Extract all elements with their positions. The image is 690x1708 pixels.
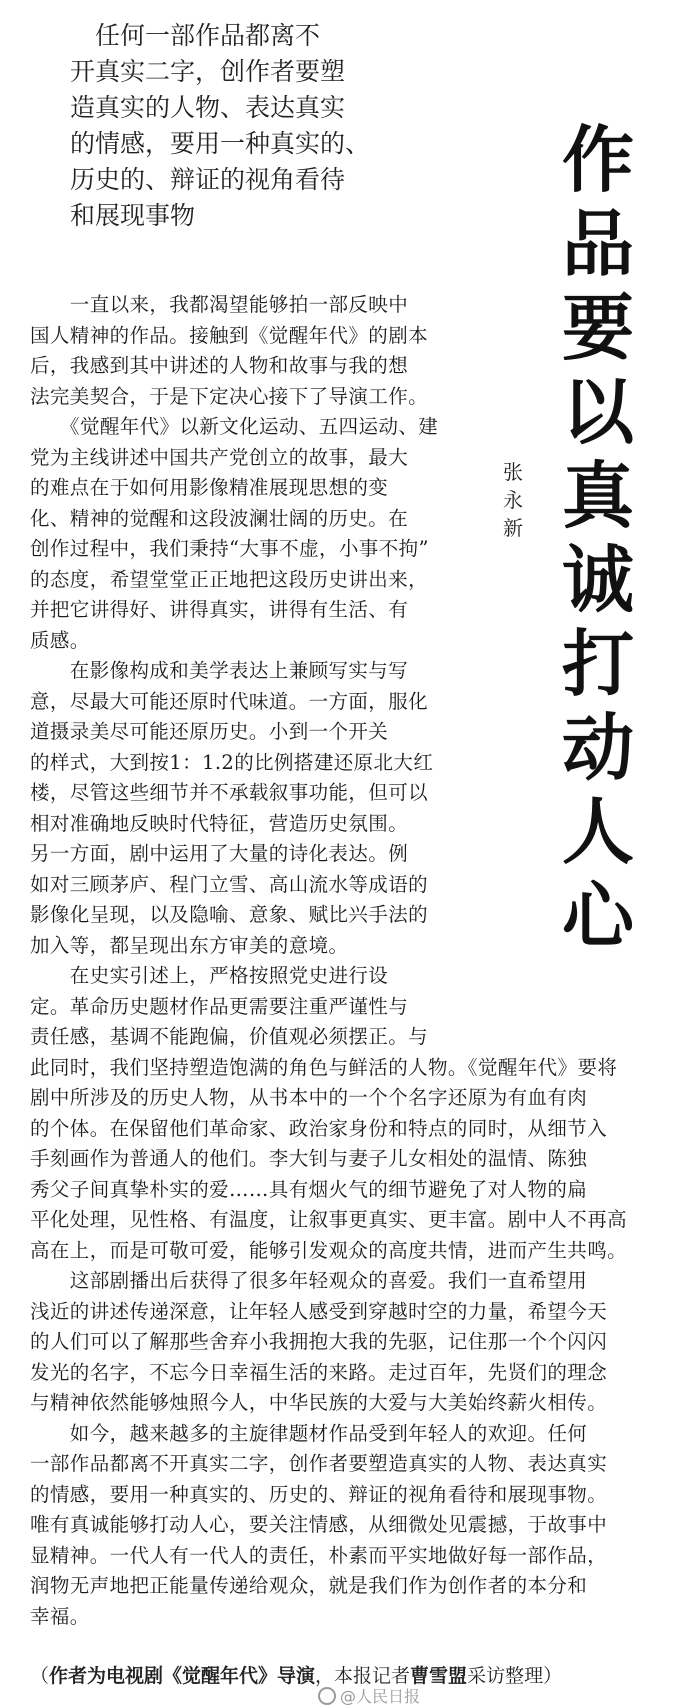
headline-char: 要 xyxy=(561,286,634,370)
headline-char: 打 xyxy=(561,622,634,706)
body-line: 的难点在于如何用影像精准展现思想的变 xyxy=(30,476,389,499)
lead-quote-line: 造真实的人物、表达真实 xyxy=(70,93,346,122)
credit-open: （ xyxy=(30,1665,50,1687)
body-line: 高在上，而是可敬可爱，能够引发观众的高度共情，进而产生共鸣。 xyxy=(30,1238,628,1262)
body-line: 如对三顾茅庐、程门立雪、高山流水等成语的 xyxy=(30,872,429,896)
author-char: 张 xyxy=(503,460,523,484)
body-line: 如今，越来越多的主旋律题材作品受到年轻人的欢迎。任何 xyxy=(30,1421,588,1445)
article-body xyxy=(30,290,685,1632)
headline-char: 作 xyxy=(561,118,634,202)
body-line: 国人精神的作品。接触到《觉醒年代》的剧本 xyxy=(30,323,429,347)
body-line: 《觉醒年代》以新文化运动、五四运动、建 xyxy=(30,415,439,438)
body-line: 的样式，大到按1：1.2的比例搭建还原北大红 xyxy=(30,750,434,774)
author-char: 永 xyxy=(503,488,523,512)
body-line: 影像化呈现，以及隐喻、意象、赋比兴手法的 xyxy=(30,903,429,926)
body-line: 加入等，都呈现出东方审美的意境。 xyxy=(30,933,349,957)
body-line: 润物无声地把正能量传递给观众，就是我们作为创作者的本分和 xyxy=(30,1574,588,1597)
body-line: 一直以来，我都渴望能够拍一部反映中 xyxy=(30,293,409,316)
body-line: 剧中所涉及的历史人物，从书本中的一个个名字还原为有血有肉 xyxy=(30,1086,588,1109)
headline-char: 真 xyxy=(561,454,634,538)
body-line: 意，尽最大可能还原时代味道。一方面，服化 xyxy=(30,689,429,713)
body-line: 创作过程中，我们秉持“大事不虚，小事不拘” xyxy=(30,537,429,560)
credit-mid: ，本报记者 xyxy=(315,1665,411,1687)
body-line: 楼，尽管这些细节并不承载叙事功能，但可以 xyxy=(30,781,429,804)
body-line: 并把它讲得好、讲得真实，讲得有生活、有 xyxy=(30,598,409,621)
lead-quote-line: 和展现事物 xyxy=(70,201,196,230)
body-line: 平化处理，见性格、有温度，让叙事更真实、更丰富。剧中人不再高 xyxy=(30,1208,628,1231)
body-narrow-column xyxy=(30,290,685,1053)
lead-quote-line: 开真实二字，创作者要塑 xyxy=(70,57,346,86)
body-line: 质感。 xyxy=(30,628,90,652)
body-line: 相对准确地反映时代特征，营造历史氛围。 xyxy=(30,811,409,835)
weibo-logo-icon xyxy=(318,1687,336,1705)
body-line: 浅近的讲述传递深意，让年轻人感受到穿越时空的力量，希望今天 xyxy=(30,1299,608,1323)
watermark-text: @人民日报 xyxy=(340,1687,421,1706)
weibo-watermark xyxy=(318,1684,420,1707)
lead-quote xyxy=(70,18,430,234)
body-line: 道摄录美尽可能还原历史。小到一个开关 xyxy=(30,720,389,743)
body-line: 一部作品都离不开真实二字，创作者要塑造真实的人物、表达真实 xyxy=(30,1452,608,1475)
lead-quote-line: 历史的、辩证的视角看待 xyxy=(70,165,346,194)
body-line: 在影像构成和美学表达上兼顾写实与写 xyxy=(30,659,409,682)
body-line: 责任感，基调不能跑偏，价值观必须摆正。与 xyxy=(30,1025,429,1048)
body-line: 党为主线讲述中国共产党创立的故事，最大 xyxy=(30,445,409,469)
body-line: 幸福。 xyxy=(30,1604,90,1628)
credit-role: 作者为电视剧《觉醒年代》导演 xyxy=(49,1665,316,1687)
body-wide-column xyxy=(30,1053,685,1633)
body-line: 的个体。在保留他们革命家、政治家身份和特点的同时，从细节入 xyxy=(30,1116,608,1140)
body-line: 的人们可以了解那些舍弃小我拥抱大我的先驱，记住那一个个闪闪 xyxy=(30,1330,608,1353)
headline-char: 动 xyxy=(561,706,634,790)
body-line: 手刻画作为普通人的他们。李大钊与妻子儿女相处的温情、陈独 xyxy=(30,1147,588,1170)
headline-char: 诚 xyxy=(561,538,634,622)
body-line: 这部剧播出后获得了很多年轻观众的喜爱。我们一直希望用 xyxy=(30,1269,588,1292)
body-line: 发光的名字，不忘今日幸福生活的来路。走过百年，先贤们的理念 xyxy=(30,1360,608,1384)
author-char: 新 xyxy=(503,516,523,540)
body-line: 与精神依然能够烛照今人，中华民族的大爱与大美始终薪火相传。 xyxy=(30,1391,608,1414)
lead-quote-line: 的情感，要用一种真实的、 xyxy=(70,129,371,158)
body-line: 定。革命历史题材作品更需要注重严谨性与 xyxy=(30,994,409,1018)
body-line: 后，我感到其中讲述的人物和故事与我的想 xyxy=(30,354,409,377)
headline-char: 以 xyxy=(561,370,634,454)
body-line: 的情感，要用一种真实的、历史的、辩证的视角看待和展现事物。 xyxy=(30,1482,608,1506)
headline-char: 人 xyxy=(561,790,634,874)
body-line: 法完美契合，于是下定决心接下了导演工作。 xyxy=(30,384,429,408)
body-line: 在史实引述上，严格按照党史进行设 xyxy=(30,964,389,987)
body-line: 化、精神的觉醒和这段波澜壮阔的历史。在 xyxy=(30,506,409,530)
lead-quote-line: 任何一部作品都离不 xyxy=(70,21,321,50)
body-line: 唯有真诚能够打动人心，要关注情感，从细微处见震撼，于故事中 xyxy=(30,1513,608,1536)
body-line: 显精神。一代人有一代人的责任，朴素而平实地做好每一部作品， xyxy=(30,1543,608,1567)
credit-reporter: 曹雪盟 xyxy=(410,1665,468,1687)
body-line: 秀父子间真挚朴实的爱……具有烟火气的细节避免了对人物的扁 xyxy=(30,1177,588,1201)
credit-tail: 采访整理） xyxy=(467,1665,563,1687)
body-line: 此同时，我们坚持塑造饱满的角色与鲜活的人物。《觉醒年代》要将 xyxy=(30,1055,618,1079)
headline-char: 心 xyxy=(561,874,634,958)
body-line: 的态度，希望堂堂正正地把这段历史讲出来， xyxy=(30,567,429,591)
body-line: 另一方面，剧中运用了大量的诗化表达。例 xyxy=(30,842,409,865)
headline-char: 品 xyxy=(561,202,634,286)
